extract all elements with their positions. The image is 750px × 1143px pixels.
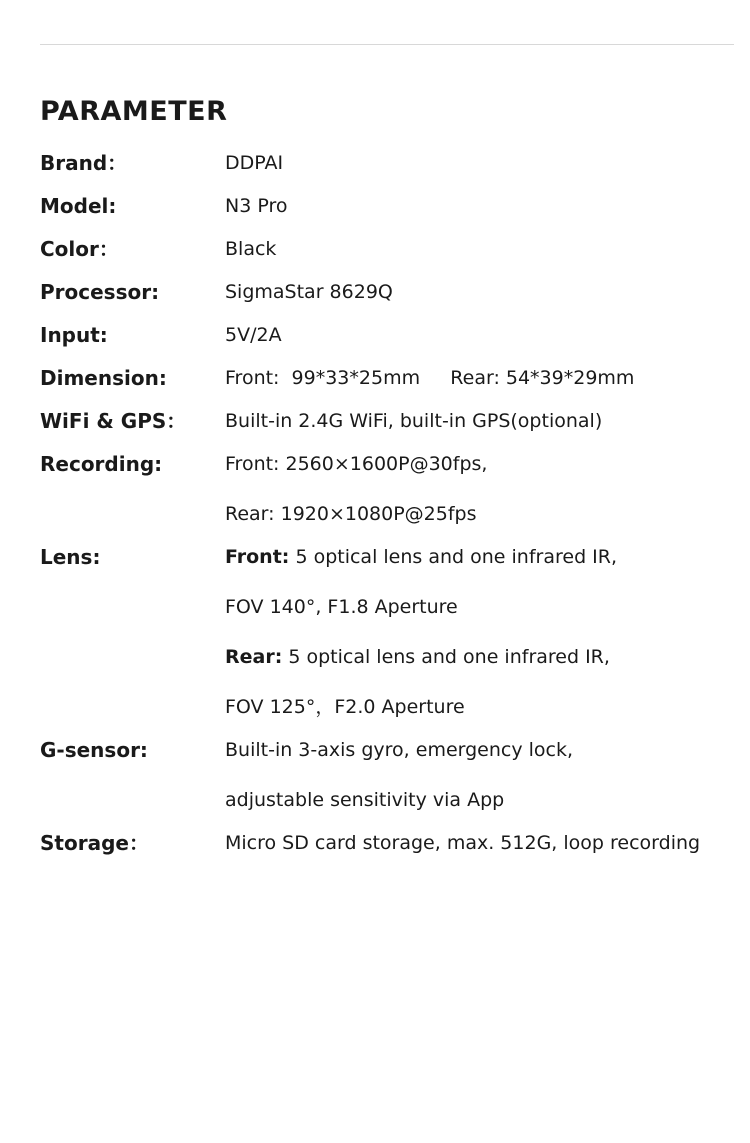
- spec-value: [225, 692, 734, 722]
- spec-value-text: adjustable sensitivity via App: [225, 789, 505, 811]
- spec-label: Recording:: [40, 452, 163, 476]
- spec-label: WiFi & GPS：: [40, 409, 187, 433]
- spec-label: Color：: [40, 237, 119, 261]
- spec-label: Input:: [40, 323, 108, 347]
- spec-label: Brand：: [40, 151, 128, 175]
- spec-value: [225, 449, 734, 479]
- spec-value-text: Black: [225, 238, 277, 260]
- spec-row: [40, 191, 734, 221]
- spec-value-prefix: Rear:: [225, 646, 283, 668]
- spec-value-group: [225, 735, 734, 815]
- spec-label: Dimension:: [40, 366, 167, 390]
- spec-value: [225, 277, 734, 307]
- spec-value: [225, 234, 734, 264]
- spec-value-text: Front: 99*33*25mm Rear: 54*39*29mm: [225, 367, 635, 389]
- spec-value-text: N3 Pro: [225, 195, 288, 217]
- spec-value: [225, 499, 734, 529]
- spec-label: Lens:: [40, 545, 101, 569]
- spec-value-group: [225, 320, 734, 350]
- spec-value: [225, 592, 734, 622]
- spec-value-group: [225, 363, 734, 393]
- spec-value-group: [225, 148, 734, 178]
- spec-row: [40, 542, 734, 722]
- spec-value-text: Built-in 2.4G WiFi, built-in GPS(optional): [225, 410, 603, 432]
- spec-value-text: Rear: 1920×1080P@25fps: [225, 503, 477, 525]
- spec-value: [225, 828, 734, 858]
- spec-value-text: Built-in 3-axis gyro, emergency lock,: [225, 739, 574, 761]
- spec-value: [225, 735, 734, 765]
- spec-value-text: 5 optical lens and one infrared IR,: [289, 546, 618, 568]
- header-divider: [40, 44, 734, 45]
- spec-value-text: 5 optical lens and one infrared IR,: [282, 646, 610, 668]
- spec-value: [225, 785, 734, 815]
- spec-row: [40, 406, 734, 436]
- spec-value: [225, 642, 734, 672]
- spec-value-group: [225, 828, 734, 858]
- spec-value-text: FOV 140°, F1.8 Aperture: [225, 596, 458, 618]
- spec-row: [40, 363, 734, 393]
- spec-row: [40, 148, 734, 178]
- spec-value: [225, 542, 734, 572]
- spec-value-text: DDPAI: [225, 152, 284, 174]
- spec-value-text: 5V/2A: [225, 324, 282, 346]
- spec-value: [225, 363, 734, 393]
- specification-table: [40, 148, 734, 871]
- spec-value-group: [225, 191, 734, 221]
- spec-value-group: [225, 234, 734, 264]
- spec-value-text: Front: 2560×1600P@30fps,: [225, 453, 488, 475]
- spec-label: Model:: [40, 194, 117, 218]
- spec-value-group: [225, 542, 734, 722]
- page-title: PARAMETER: [40, 96, 228, 128]
- spec-row: [40, 277, 734, 307]
- spec-value-text: SigmaStar 8629Q: [225, 281, 393, 303]
- spec-value-text: Micro SD card storage, max. 512G, loop recording: [225, 832, 701, 854]
- spec-value-group: [225, 277, 734, 307]
- spec-value: [225, 191, 734, 221]
- spec-value: [225, 406, 734, 436]
- spec-label: Processor:: [40, 280, 160, 304]
- spec-row: [40, 735, 734, 815]
- spec-row: [40, 320, 734, 350]
- spec-value-text: FOV 125°，F2.0 Aperture: [225, 696, 465, 718]
- spec-row: [40, 234, 734, 264]
- spec-value-prefix: Front:: [225, 546, 290, 568]
- spec-row: [40, 449, 734, 529]
- spec-value: [225, 148, 734, 178]
- spec-value-group: [225, 406, 734, 436]
- spec-value: [225, 320, 734, 350]
- spec-label: G-sensor:: [40, 738, 148, 762]
- spec-label: Storage：: [40, 831, 149, 855]
- spec-value-group: [225, 449, 734, 529]
- spec-row: [40, 828, 734, 858]
